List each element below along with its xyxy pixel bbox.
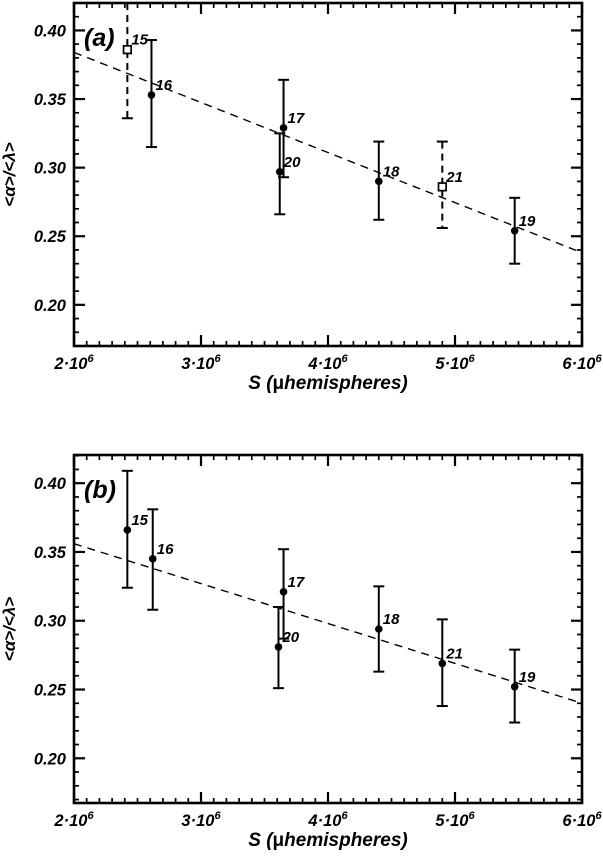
x-tick-label: $3\cdot 10^6$ bbox=[181, 353, 221, 373]
point-label-19: 19 bbox=[518, 668, 536, 686]
y-tick-label: 0.35 bbox=[33, 543, 66, 562]
y-axis-title: <α>/<λ> bbox=[0, 596, 19, 662]
point-label-15: 15 bbox=[131, 31, 149, 49]
panel-a bbox=[0, 3, 602, 394]
fit-line bbox=[74, 544, 582, 704]
y-tick-label: 0.30 bbox=[33, 159, 66, 178]
y-tick-label: 0.40 bbox=[33, 22, 66, 41]
data-point-18 bbox=[373, 586, 400, 671]
axis-ticks bbox=[74, 455, 582, 803]
point-label-15: 15 bbox=[131, 511, 149, 529]
marker-circle-17 bbox=[280, 124, 288, 132]
marker-circle-21 bbox=[439, 660, 447, 668]
x-tick-label: $5\cdot 10^6$ bbox=[435, 353, 475, 373]
plot-frame bbox=[74, 455, 582, 803]
data-point-15 bbox=[122, 3, 149, 118]
point-label-16: 16 bbox=[156, 540, 174, 558]
marker-circle-18 bbox=[375, 625, 383, 633]
point-label-18: 18 bbox=[382, 611, 400, 628]
marker-circle-19 bbox=[511, 227, 519, 235]
plot-frame bbox=[74, 3, 582, 346]
point-label-17: 17 bbox=[287, 573, 305, 591]
x-axis-title: S (μhemispheres) bbox=[248, 373, 408, 394]
data-point-20 bbox=[274, 133, 301, 214]
data-point-20 bbox=[273, 607, 300, 688]
data-point-17 bbox=[278, 549, 305, 638]
data-point-15 bbox=[122, 471, 149, 588]
y-tick-label: 0.20 bbox=[33, 750, 66, 769]
x-tick-label: $2\cdot 10^6$ bbox=[54, 810, 94, 830]
y-tick-label: 0.25 bbox=[33, 228, 66, 247]
marker-circle-15 bbox=[124, 526, 132, 534]
marker-circle-16 bbox=[148, 91, 156, 99]
data-point-16 bbox=[146, 40, 173, 147]
marker-circle-20 bbox=[275, 643, 283, 651]
y-tick-label: 0.25 bbox=[33, 681, 66, 700]
x-tick-label: $4\cdot 10^6$ bbox=[308, 353, 348, 373]
y-axis-title: <α>/<λ> bbox=[0, 142, 19, 207]
y-tick-label: 0.30 bbox=[33, 612, 66, 631]
x-tick-label: $6\cdot 10^6$ bbox=[562, 810, 602, 830]
panel-label: (b) bbox=[84, 476, 116, 504]
data-point-19 bbox=[509, 198, 536, 264]
marker-circle-16 bbox=[149, 555, 157, 563]
point-label-16: 16 bbox=[155, 76, 173, 94]
y-tick-label: 0.40 bbox=[33, 475, 66, 494]
data-point-16 bbox=[147, 509, 174, 609]
point-label-21: 21 bbox=[446, 645, 463, 663]
panel-label: (a) bbox=[84, 24, 115, 52]
data-point-21 bbox=[437, 142, 463, 228]
point-label-20: 20 bbox=[282, 628, 300, 646]
point-label-17: 17 bbox=[287, 109, 305, 127]
marker-circle-20 bbox=[276, 168, 284, 176]
data-point-19 bbox=[509, 650, 536, 723]
data-point-21 bbox=[437, 619, 463, 706]
point-label-19: 19 bbox=[518, 212, 536, 230]
marker-circle-19 bbox=[511, 683, 519, 691]
marker-circle-18 bbox=[375, 178, 383, 186]
x-axis-title: S (μhemispheres) bbox=[248, 830, 408, 851]
x-tick-label: $4\cdot 10^6$ bbox=[308, 810, 348, 830]
point-label-20: 20 bbox=[283, 153, 301, 171]
point-label-18: 18 bbox=[382, 163, 400, 181]
x-tick-label: $5\cdot 10^6$ bbox=[435, 810, 475, 830]
axis-ticks bbox=[74, 3, 582, 346]
marker-open-square-21 bbox=[439, 183, 447, 191]
y-tick-label: 0.20 bbox=[33, 296, 66, 315]
data-point-18 bbox=[373, 142, 400, 220]
marker-open-square-15 bbox=[124, 46, 132, 54]
x-tick-label: $2\cdot 10^6$ bbox=[54, 353, 94, 373]
marker-circle-17 bbox=[280, 588, 288, 596]
x-tick-label: $6\cdot 10^6$ bbox=[562, 353, 602, 373]
fit-line bbox=[74, 52, 582, 252]
y-tick-label: 0.35 bbox=[33, 91, 66, 110]
x-tick-label: $3\cdot 10^6$ bbox=[181, 810, 221, 830]
point-label-21: 21 bbox=[446, 168, 463, 186]
panel-b bbox=[0, 455, 602, 851]
